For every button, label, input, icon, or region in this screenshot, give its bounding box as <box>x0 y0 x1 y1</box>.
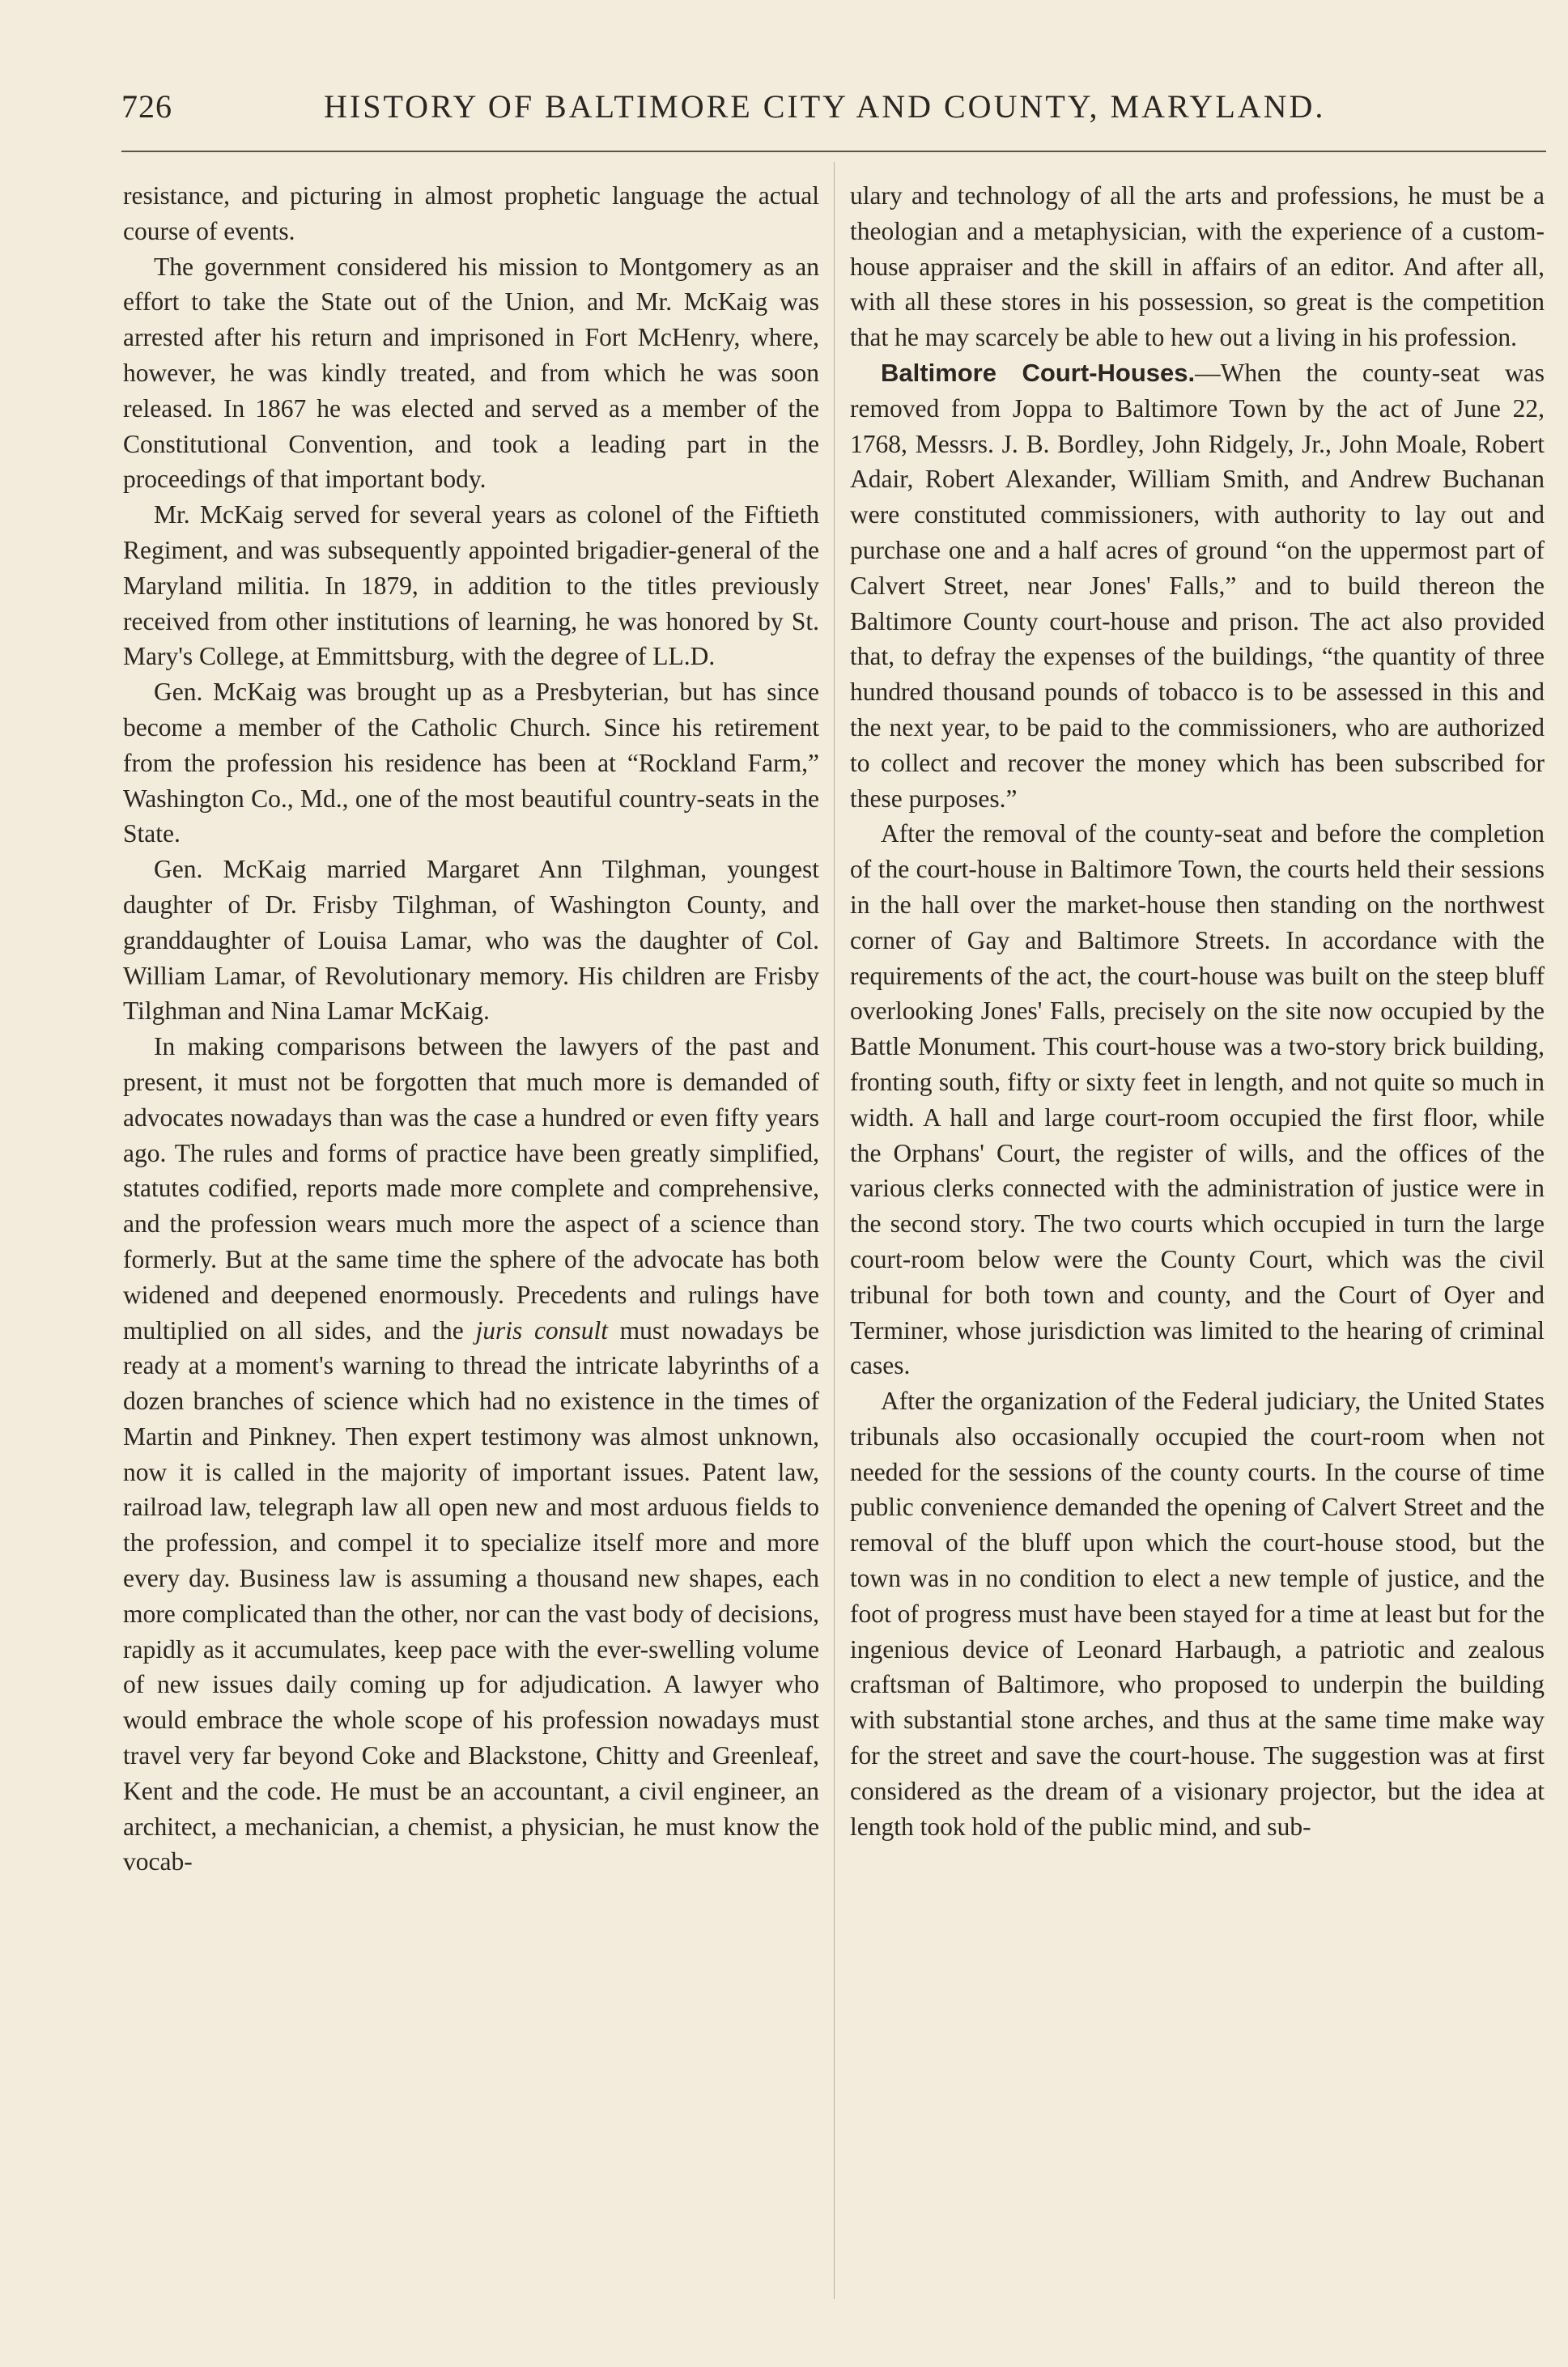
paragraph: Gen. McKaig married Margaret Ann Tilghman, youngest daughter of Dr. Frisby Tilghman, of Washington County, and granddaughter of Louisa Lamar, who was the daughter of Col. William Lamar, of Revolutionary memory. His children are Frisby Tilghman and Nina Lamar McKaig. <box>123 855 819 1026</box>
section-heading: Baltimore Court-Houses. <box>881 358 1196 387</box>
paragraph: After the organization of the Federal judiciary, the United States tribunals also occasionally occupied the court-room when not needed for the sessions of the county courts. In the course of time public convenience demanded the opening of Calvert Street and the removal of the bluff upon which the court-house stood, but the town was in no condition to elect a new temple of justice, and the foot of progress must have been stayed for a time at least but for the ingenious device of Leonard Harbaugh, a patriotic and zealous craftsman of Baltimore, who proposed to underpin the building with substantial stone arches, and thus at the same time make way for the street and save the court-house. The suggestion was at first considered as the dream of a visionary projector, but the idea at length took hold of the public mind, and sub- <box>850 1387 1545 1841</box>
paragraph: resistance, and picturing in almost prophetic language the actual course of events. <box>123 181 819 245</box>
header-rule <box>121 151 1546 152</box>
right-column <box>850 178 1545 1844</box>
paragraph-text: In making comparisons between the lawyers of the past and present, it must not be forgotten that much more is demanded of advocates nowadays than was the case a hundred or even fifty years ago. The rules and forms of practice have been greatly simplified, statutes codified, reports made more complete and comprehensive, and the profession wears much more the aspect of a science than formerly. But at the same time the sphere of the advocate has both widened and deepened enormously. Precedents and rulings have multiplied on all sides, and the <box>123 1032 819 1345</box>
left-column <box>123 178 819 1880</box>
running-head: HISTORY OF BALTIMORE CITY AND COUNTY, MARYLAND. <box>324 88 1326 125</box>
paragraph: Gen. McKaig was brought up as a Presbyterian, but has since become a member of the Catholic Church. Since his retirement from the profession his residence has been at “Rockland Farm,” Washington Co., Md., one of the most beautiful country-seats in the State. <box>123 678 819 848</box>
paragraph <box>850 355 1545 816</box>
page-header <box>121 87 1546 136</box>
page-number: 726 <box>121 88 172 125</box>
column-divider <box>834 162 835 2299</box>
paragraph: The government considered his mission to Montgomery as an effort to take the State out of the Union, and Mr. McKaig was arrested after his return and imprisoned in Fort McHenry, where, however, he was kindly treated, and from which he was soon released. In 1867 he was elected and served as a member of the Constitutional Convention, and took a leading part in the proceedings of that important body. <box>123 252 819 494</box>
paragraph-text: —When the county-seat was removed from Joppa to Baltimore Town by the act of June 22, 1768, Messrs. J. B. Bordley, John Ridgely, Jr., John Moale, Robert Adair, Robert Alexander, William Smith, and Andrew Buchanan were constituted commissioners, with authority to lay out and purchase one and a half acres of ground “on the uppermost part of Calvert Street, near Jones' Falls,” and to build thereon the Baltimore County court-house and prison. The act also provided that, to defray the expenses of the buildings, “the quantity of three hundred thousand pounds of tobacco is to be assessed in this and the next year, to be paid to the commissioners, who are authorized to collect and recover the money which has been subscribed for these purposes.” <box>850 358 1545 813</box>
paragraph-text: must nowadays be ready at a moment's warning to thread the intricate labyrinths of a dozen branches of science which had no existence in the times of Martin and Pinkney. Then expert testimony was almost unknown, now it is called in the majority of important issues. Patent law, railroad law, telegraph law all open new and most arduous fields to the profession, and compel it to specialize itself more and more every day. Business law is assuming a thousand new shapes, each more complicated than the other, nor can the vast body of decisions, rapidly as it accumulates, keep pace with the ever-swelling volume of new issues daily coming up for adjudication. A lawyer who would embrace the whole scope of his profession nowadays must travel very far beyond Coke and Blackstone, Chitty and Greenleaf, Kent and the code. He must be an accountant, a civil engineer, an architect, a mechanician, a chemist, a physician, he must know the vocab- <box>123 1315 819 1876</box>
paragraph <box>123 1029 819 1880</box>
paragraph: ulary and technology of all the arts and professions, he must be a theologian and a metaphysician, with the experience of a custom-house appraiser and the skill in affairs of an editor. And after all, with all these stores in his possession, so great is the competition that he may scarcely be able to hew out a living in his profession. <box>850 181 1545 352</box>
paragraph: Mr. McKaig served for several years as colonel of the Fiftieth Regiment, and was subsequently appointed brigadier-general of the Maryland militia. In 1879, in addition to the titles previously received from other institutions of learning, he was honored by St. Mary's College, at Emmittsburg, with the degree of LL.D. <box>123 500 819 671</box>
paragraph: After the removal of the county-seat and before the completion of the court-house in Baltimore Town, the courts held their sessions in the hall over the market-house then standing on the northwest corner of Gay and Baltimore Streets. In accordance with the requirements of the act, the court-house was built on the steep bluff overlooking Jones' Falls, precisely on the site now occupied by the Battle Monument. This court-house was a two-story brick building, fronting south, fifty or sixty feet in length, and not quite so much in width. A hall and large court-room occupied the first floor, while the Orphans' Court, the register of wills, and the offices of the various clerks connected with the administration of justice were in the second story. The two courts which occupied in turn the large court-room below were the County Court, which was the civil tribunal for both town and county, and the Court of Oyer and Terminer, whose jurisdiction was limited to the hearing of criminal cases. <box>850 819 1545 1380</box>
italic-term: juris consult <box>475 1315 608 1345</box>
